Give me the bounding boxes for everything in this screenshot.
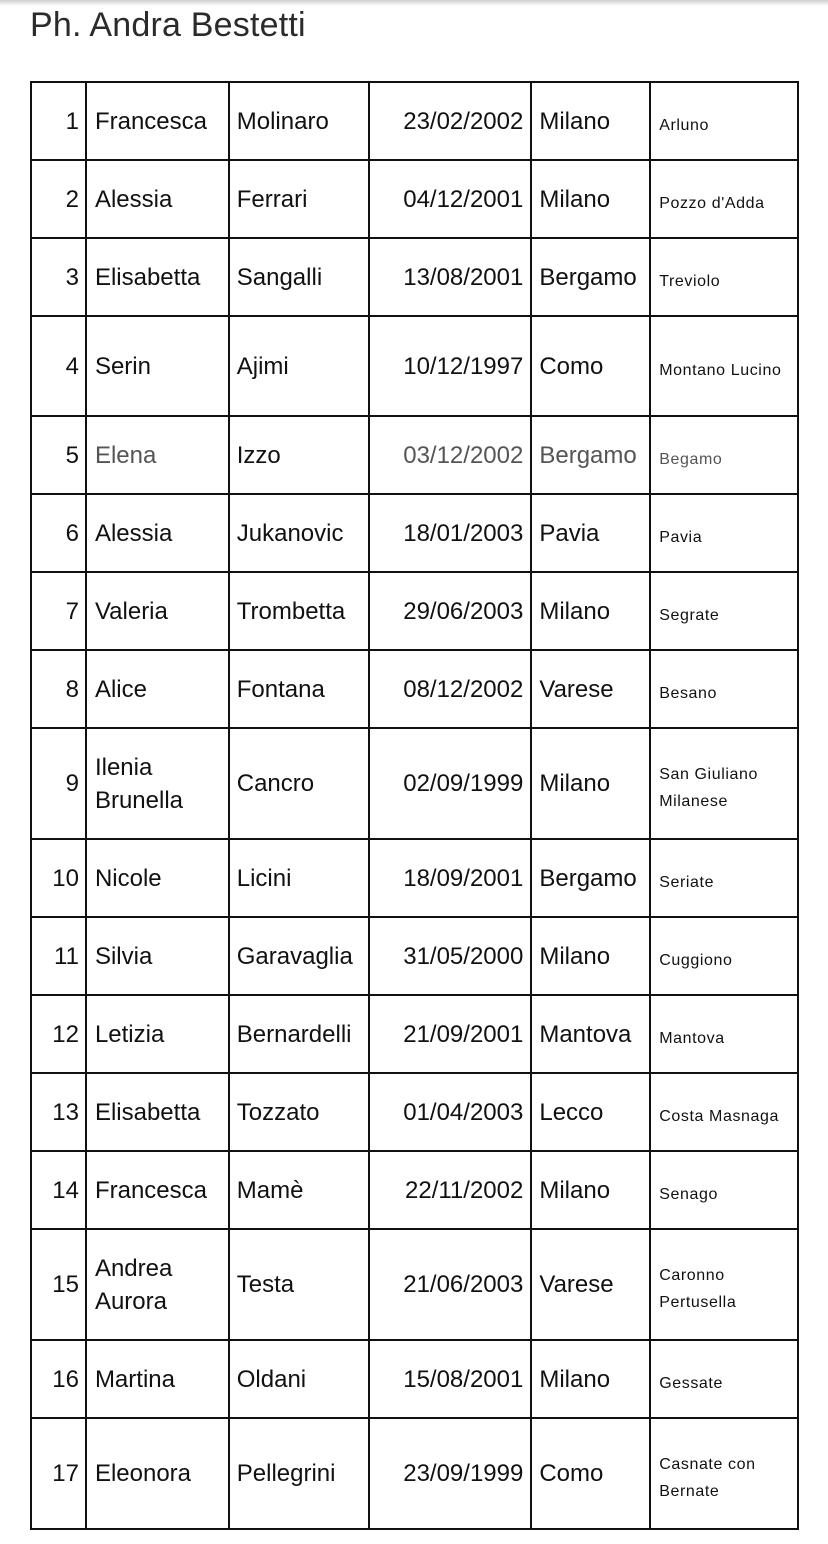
table-row [30, 1419, 799, 1530]
last-name-cell [230, 1419, 370, 1528]
province-cell [532, 1074, 651, 1150]
row-number-text: 3 [65, 263, 79, 291]
first-name-cell-text: Alessia [94, 185, 173, 213]
row-number [32, 1074, 87, 1150]
town-cell-text: Begamo [659, 450, 723, 468]
row-number-text: 6 [65, 519, 79, 547]
birth-date-cell-text: 22/11/2002 [405, 1176, 524, 1204]
table-row [30, 651, 799, 729]
province-cell [532, 161, 651, 237]
town-cell [651, 495, 799, 571]
province-cell-text: Mantova [539, 1020, 632, 1048]
town-cell [651, 918, 799, 994]
last-name-cell [230, 239, 370, 315]
birth-date-cell [370, 417, 533, 493]
province-cell-text: Bergamo [539, 441, 637, 469]
birth-date-cell-text: 01/04/2003 [403, 1098, 524, 1126]
birth-date-cell [370, 161, 533, 237]
birth-date-cell-text: 21/09/2001 [403, 1020, 524, 1048]
town-cell-text: Montano Lucino [659, 361, 782, 379]
last-name-cell-text: Testa [236, 1271, 295, 1298]
birth-date-cell [370, 1152, 533, 1228]
first-name-cell-text: Letizia [94, 1020, 165, 1048]
first-name-cell [87, 1230, 230, 1339]
first-name-cell-text: Francesca [94, 1176, 207, 1204]
table-row [30, 1230, 799, 1341]
birth-date-cell-text: 23/09/1999 [403, 1460, 524, 1487]
first-name-cell-text: Martina [94, 1365, 175, 1393]
first-name-cell-text: Serin [94, 352, 151, 380]
province-cell [532, 729, 651, 838]
page-title: Ph. Andra Bestetti [30, 6, 306, 44]
last-name-cell [230, 573, 370, 649]
town-cell [651, 161, 799, 237]
row-number-text: 12 [52, 1020, 79, 1048]
row-number [32, 495, 87, 571]
last-name-cell-text: Licini [236, 864, 292, 892]
table-row [30, 918, 799, 996]
town-cell [651, 317, 799, 415]
birth-date-cell [370, 996, 533, 1072]
town-cell-text: Cuggiono [659, 951, 733, 969]
last-name-cell-text: Oldani [236, 1365, 307, 1393]
birth-date-cell-text: 29/06/2003 [403, 597, 524, 625]
last-name-cell [230, 1152, 370, 1228]
last-name-cell [230, 918, 370, 994]
birth-date-cell-text: 18/09/2001 [403, 864, 524, 892]
row-number-text: 14 [52, 1176, 79, 1204]
province-cell [532, 1419, 651, 1528]
last-name-cell [230, 840, 370, 916]
birth-date-cell-text: 04/12/2001 [403, 185, 524, 213]
town-cell-text: San Giuliano Milanese [659, 765, 759, 810]
birth-date-cell [370, 495, 533, 571]
town-cell-text: Senago [659, 1185, 718, 1203]
table-row [30, 161, 799, 239]
row-number [32, 840, 87, 916]
province-cell-text: Milano [539, 1365, 611, 1393]
last-name-cell [230, 161, 370, 237]
birth-date-cell [370, 83, 533, 159]
birth-date-cell-text: 08/12/2002 [403, 675, 524, 703]
last-name-cell [230, 729, 370, 838]
birth-date-cell-text: 23/02/2002 [403, 107, 524, 135]
last-name-cell-text: Pellegrini [236, 1460, 336, 1487]
first-name-cell [87, 1074, 230, 1150]
row-number [32, 239, 87, 315]
town-cell [651, 996, 799, 1072]
first-name-cell [87, 1152, 230, 1228]
first-name-cell-text: Francesca [94, 107, 207, 135]
town-cell-text: Pavia [659, 528, 703, 546]
row-number-text: 7 [65, 597, 79, 625]
birth-date-cell-text: 10/12/1997 [403, 352, 524, 380]
row-number-text: 11 [54, 942, 79, 970]
last-name-cell-text: Fontana [236, 675, 325, 703]
last-name-cell [230, 996, 370, 1072]
birth-date-cell-text: 31/05/2000 [403, 942, 524, 970]
town-cell [651, 840, 799, 916]
province-cell [532, 495, 651, 571]
table-row [30, 83, 799, 161]
row-number [32, 1230, 87, 1339]
row-number [32, 317, 87, 415]
row-number [32, 996, 87, 1072]
last-name-cell [230, 83, 370, 159]
province-cell-text: Milano [539, 1176, 611, 1204]
province-cell [532, 317, 651, 415]
province-cell-text: Varese [539, 675, 614, 703]
first-name-cell-text: Eleonora [94, 1460, 192, 1487]
first-name-cell-text: Elisabetta [94, 263, 201, 291]
province-cell-text: Lecco [539, 1098, 604, 1126]
row-number-text: 4 [65, 352, 79, 380]
last-name-cell-text: Mamè [236, 1176, 304, 1204]
birth-date-cell-text: 15/08/2001 [403, 1365, 524, 1393]
first-name-cell [87, 573, 230, 649]
row-number [32, 573, 87, 649]
town-cell-text: Mantova [659, 1029, 725, 1047]
province-cell-text: Milano [539, 107, 611, 135]
row-number [32, 161, 87, 237]
row-number-text: 13 [52, 1098, 79, 1126]
table-row [30, 840, 799, 918]
row-number [32, 729, 87, 838]
birth-date-cell-text: 21/06/2003 [403, 1271, 524, 1298]
town-cell [651, 1152, 799, 1228]
birth-date-cell-text: 13/08/2001 [403, 263, 524, 291]
table-row [30, 1074, 799, 1152]
row-number [32, 1152, 87, 1228]
first-name-cell [87, 918, 230, 994]
town-cell [651, 417, 799, 493]
town-cell [651, 239, 799, 315]
province-cell [532, 651, 651, 727]
birth-date-cell [370, 1341, 533, 1417]
table-row [30, 317, 799, 417]
province-cell [532, 239, 651, 315]
last-name-cell [230, 417, 370, 493]
town-cell [651, 1341, 799, 1417]
first-name-cell [87, 1341, 230, 1417]
last-name-cell-text: Ferrari [236, 185, 308, 213]
first-name-cell-text: Andrea Aurora [94, 1254, 173, 1315]
table-row [30, 495, 799, 573]
first-name-cell [87, 239, 230, 315]
province-cell-text: Como [539, 1460, 604, 1487]
row-number-text: 8 [65, 675, 79, 703]
birth-date-cell-text: 18/01/2003 [403, 519, 524, 547]
birth-date-cell [370, 918, 533, 994]
birth-date-cell [370, 651, 533, 727]
last-name-cell [230, 651, 370, 727]
town-cell-text: Costa Masnaga [659, 1107, 780, 1125]
first-name-cell [87, 495, 230, 571]
row-number [32, 83, 87, 159]
first-name-cell [87, 83, 230, 159]
last-name-cell-text: Jukanovic [236, 519, 344, 547]
province-cell [532, 1230, 651, 1339]
town-cell-text: Treviolo [659, 272, 721, 290]
province-cell-text: Milano [539, 770, 611, 797]
province-cell-text: Pavia [539, 519, 600, 547]
province-cell [532, 1152, 651, 1228]
province-cell [532, 1341, 651, 1417]
town-cell-text: Caronno Pertusella [659, 1266, 737, 1311]
town-cell [651, 729, 799, 838]
table-row [30, 417, 799, 495]
first-name-cell-text: Nicole [94, 864, 162, 892]
birth-date-cell-text: 02/09/1999 [403, 770, 524, 797]
province-cell [532, 996, 651, 1072]
first-name-cell-text: Valeria [94, 597, 168, 625]
row-number [32, 417, 87, 493]
first-name-cell-text: Silvia [94, 942, 153, 970]
last-name-cell [230, 1230, 370, 1339]
town-cell [651, 1074, 799, 1150]
province-cell-text: Como [539, 352, 604, 380]
roster-table [30, 81, 799, 1530]
last-name-cell-text: Molinaro [236, 107, 329, 135]
first-name-cell [87, 651, 230, 727]
town-cell [651, 83, 799, 159]
table-row [30, 573, 799, 651]
birth-date-cell [370, 840, 533, 916]
birth-date-cell [370, 1074, 533, 1150]
province-cell [532, 573, 651, 649]
last-name-cell-text: Sangalli [236, 263, 323, 291]
town-cell-text: Arluno [659, 116, 710, 134]
town-cell-text: Segrate [659, 606, 720, 624]
town-cell [651, 1230, 799, 1339]
last-name-cell-text: Garavaglia [236, 942, 353, 970]
birth-date-cell [370, 1230, 533, 1339]
first-name-cell-text: Alice [94, 675, 147, 703]
province-cell-text: Milano [539, 942, 611, 970]
last-name-cell [230, 317, 370, 415]
last-name-cell-text: Ajimi [236, 352, 289, 380]
province-cell-text: Milano [539, 185, 611, 213]
first-name-cell [87, 1419, 230, 1528]
birth-date-cell [370, 239, 533, 315]
first-name-cell [87, 840, 230, 916]
birth-date-cell [370, 729, 533, 838]
province-cell [532, 840, 651, 916]
last-name-cell [230, 1341, 370, 1417]
town-cell-text: Besano [659, 684, 718, 702]
last-name-cell-text: Tozzato [236, 1098, 320, 1126]
birth-date-cell [370, 317, 533, 415]
last-name-cell-text: Trombetta [236, 597, 346, 625]
first-name-cell [87, 317, 230, 415]
town-cell-text: Gessate [659, 1374, 723, 1392]
table-row [30, 996, 799, 1074]
table-row [30, 1152, 799, 1230]
last-name-cell [230, 1074, 370, 1150]
first-name-cell [87, 417, 230, 493]
row-number-text: 10 [52, 864, 79, 892]
province-cell-text: Bergamo [539, 864, 637, 892]
birth-date-cell [370, 1419, 533, 1528]
town-cell-text: Casnate con Bernate [659, 1455, 756, 1500]
province-cell [532, 918, 651, 994]
row-number-text: 17 [52, 1460, 79, 1487]
table-row [30, 239, 799, 317]
province-cell-text: Milano [539, 597, 611, 625]
town-cell-text: Seriate [659, 873, 715, 891]
row-number-text: 2 [65, 185, 79, 213]
row-number [32, 1419, 87, 1528]
table-row [30, 729, 799, 840]
row-number [32, 918, 87, 994]
town-cell [651, 651, 799, 727]
last-name-cell-text: Bernardelli [236, 1020, 352, 1048]
town-cell-text: Pozzo d'Adda [659, 194, 765, 212]
first-name-cell [87, 729, 230, 838]
row-number-text: 15 [52, 1271, 79, 1298]
last-name-cell [230, 495, 370, 571]
table-row [30, 1341, 799, 1419]
town-cell [651, 1419, 799, 1528]
province-cell-text: Varese [539, 1271, 614, 1298]
row-number-text: 16 [52, 1365, 79, 1393]
first-name-cell [87, 996, 230, 1072]
province-cell [532, 417, 651, 493]
row-number [32, 651, 87, 727]
birth-date-cell-text: 03/12/2002 [403, 441, 524, 469]
row-number-text: 1 [65, 107, 79, 135]
birth-date-cell [370, 573, 533, 649]
province-cell-text: Bergamo [539, 263, 637, 291]
town-cell [651, 573, 799, 649]
last-name-cell-text: Cancro [236, 770, 315, 797]
last-name-cell-text: Izzo [236, 441, 281, 469]
first-name-cell-text: Elisabetta [94, 1098, 201, 1126]
row-number-text: 9 [65, 770, 79, 797]
first-name-cell-text: Ilenia Brunella [94, 753, 183, 814]
first-name-cell [87, 161, 230, 237]
province-cell [532, 83, 651, 159]
first-name-cell-text: Elena [94, 441, 157, 469]
row-number [32, 1341, 87, 1417]
row-number-text: 5 [65, 441, 79, 469]
first-name-cell-text: Alessia [94, 519, 173, 547]
